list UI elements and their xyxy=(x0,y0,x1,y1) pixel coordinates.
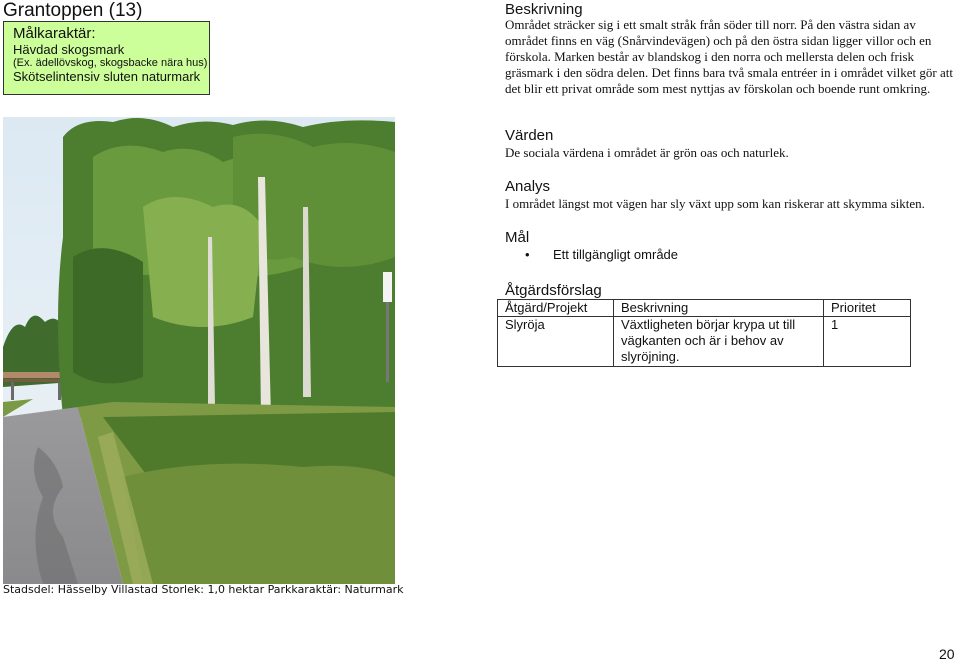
analysis-text: I området längst mot vägen har sly växt upp som kan riskerar att skymma sikten. xyxy=(505,196,925,211)
measures-table xyxy=(497,299,911,367)
page-title: Grantoppen (13) xyxy=(3,0,143,21)
target-character-example: (Ex. ädellövskog, skogsbacke nära hus) xyxy=(13,57,208,69)
target-character-value: Hävdad skogsmark xyxy=(13,42,125,57)
values-text: De sociala värdena i området är grön oas och naturlek. xyxy=(505,145,789,160)
target-character-box xyxy=(3,21,210,95)
values-heading: Värden xyxy=(505,127,554,144)
park-photo xyxy=(3,117,395,584)
measures-heading: Åtgärdsförslag xyxy=(505,282,602,299)
column-header-measure: Åtgärd/Projekt xyxy=(498,300,614,317)
table-cell-measure: Slyröja xyxy=(498,317,614,367)
target-character-heading: Målkaraktär: xyxy=(13,25,96,42)
goal-heading: Mål xyxy=(505,229,530,246)
park-info-footer: Stadsdel: Hässelby Villastad Storlek: 1,0 hektar Parkkaraktär: Naturmark xyxy=(3,583,404,596)
description-text: Området sträcker sig i ett smalt stråk från söder till norr. På den västra sidan av området finns en väg (Snårvindevägen) och på den östra sidan ligger villor och en förskola. Marken består av blandskog i den norra och mellersta delen och frisk gräsmark i den södra delen. Det finns bara två smala entréer in i området vilket gör att det blir ett privat område som mest nyttjas av förskolan och boende runt omkring. xyxy=(505,17,953,96)
table-row xyxy=(498,317,911,367)
goal-item xyxy=(525,247,678,263)
column-header-priority: Prioritet xyxy=(824,300,911,317)
column-header-description: Beskrivning xyxy=(614,300,824,317)
maintenance-intensity: Skötselintensiv sluten naturmark xyxy=(13,69,201,84)
goal-item-text: Ett tillgängligt område xyxy=(553,247,679,262)
table-header-row xyxy=(498,300,911,317)
analysis-heading: Analys xyxy=(505,178,551,195)
table-cell-description: Växtligheten börjar krypa ut till vägkanten och är i behov av slyröjning. xyxy=(614,317,824,367)
page-number: 20 xyxy=(939,646,955,662)
description-heading: Beskrivning xyxy=(505,1,583,18)
goal-list xyxy=(525,247,678,263)
bullet-icon: • xyxy=(525,247,530,262)
table-cell-priority: 1 xyxy=(824,317,911,367)
